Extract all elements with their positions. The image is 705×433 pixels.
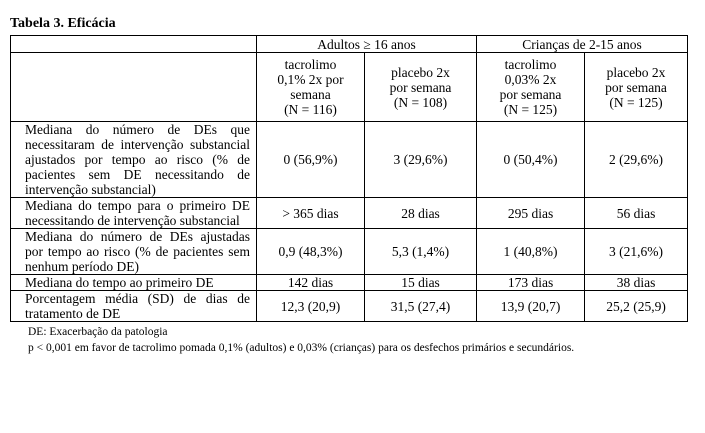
table-cell: 3 (21,6%) bbox=[585, 229, 688, 275]
table-row bbox=[11, 198, 688, 229]
table-cell: 5,3 (1,4%) bbox=[365, 229, 477, 275]
table-cell: 56 dias bbox=[585, 198, 688, 229]
table-row bbox=[11, 122, 688, 198]
column-header-placebo-adults: placebo 2x por semana (N = 108) bbox=[365, 53, 477, 122]
column-header-row bbox=[11, 53, 688, 122]
table-cell: 0 (50,4%) bbox=[477, 122, 585, 198]
table-cell: 31,5 (27,4) bbox=[365, 291, 477, 322]
row-label: Mediana do tempo ao primeiro DE bbox=[11, 275, 257, 291]
column-header-tacrolimo-adults: tacrolimo 0,1% 2x por semana (N = 116) bbox=[257, 53, 365, 122]
empty-header-cell bbox=[11, 53, 257, 122]
group-header-adults: Adultos ≥ 16 anos bbox=[257, 36, 477, 53]
table-cell: 28 dias bbox=[365, 198, 477, 229]
table-cell: > 365 dias bbox=[257, 198, 365, 229]
row-label: Mediana do número de DEs ajustadas por tempo ao risco (% de pacientes sem nenhum período DE) bbox=[11, 229, 257, 275]
table-row bbox=[11, 275, 688, 291]
row-label: Mediana do número de DEs que necessitaram de intervenção substancial ajustados por tempo ao risco (% de pacientes sem DE necessitando de intervenção substancial) bbox=[11, 122, 257, 198]
table-cell: 173 dias bbox=[477, 275, 585, 291]
footnote-significance: p < 0,001 em favor de tacrolimo pomada 0,1% (adultos) e 0,03% (crianças) para os desfechos primários e secundários. bbox=[28, 342, 575, 354]
document-page bbox=[10, 15, 690, 356]
table-title: Tabela 3. Eficácia bbox=[10, 16, 116, 31]
table-cell: 12,3 (20,9) bbox=[257, 291, 365, 322]
table-cell: 25,2 (25,9) bbox=[585, 291, 688, 322]
group-header-children: Crianças de 2-15 anos bbox=[477, 36, 688, 53]
table-cell: 295 dias bbox=[477, 198, 585, 229]
table-cell: 1 (40,8%) bbox=[477, 229, 585, 275]
group-header-row bbox=[11, 36, 688, 53]
efficacy-table bbox=[10, 35, 688, 322]
row-label: Mediana do tempo para o primeiro DE necessitando de intervenção substancial bbox=[11, 198, 257, 229]
table-cell: 3 (29,6%) bbox=[365, 122, 477, 198]
table-cell: 142 dias bbox=[257, 275, 365, 291]
table-row bbox=[11, 229, 688, 275]
column-header-placebo-children: placebo 2x por semana (N = 125) bbox=[585, 53, 688, 122]
empty-corner-cell bbox=[11, 36, 257, 53]
table-cell: 15 dias bbox=[365, 275, 477, 291]
table-row bbox=[11, 291, 688, 322]
table-cell: 13,9 (20,7) bbox=[477, 291, 585, 322]
column-header-tacrolimo-children: tacrolimo 0,03% 2x por semana (N = 125) bbox=[477, 53, 585, 122]
table-cell: 38 dias bbox=[585, 275, 688, 291]
row-label: Porcentagem média (SD) de dias de tratamento de DE bbox=[11, 291, 257, 322]
table-cell: 2 (29,6%) bbox=[585, 122, 688, 198]
table-cell: 0,9 (48,3%) bbox=[257, 229, 365, 275]
table-cell: 0 (56,9%) bbox=[257, 122, 365, 198]
footnote-abbreviation: DE: Exacerbação da patologia bbox=[28, 326, 168, 338]
